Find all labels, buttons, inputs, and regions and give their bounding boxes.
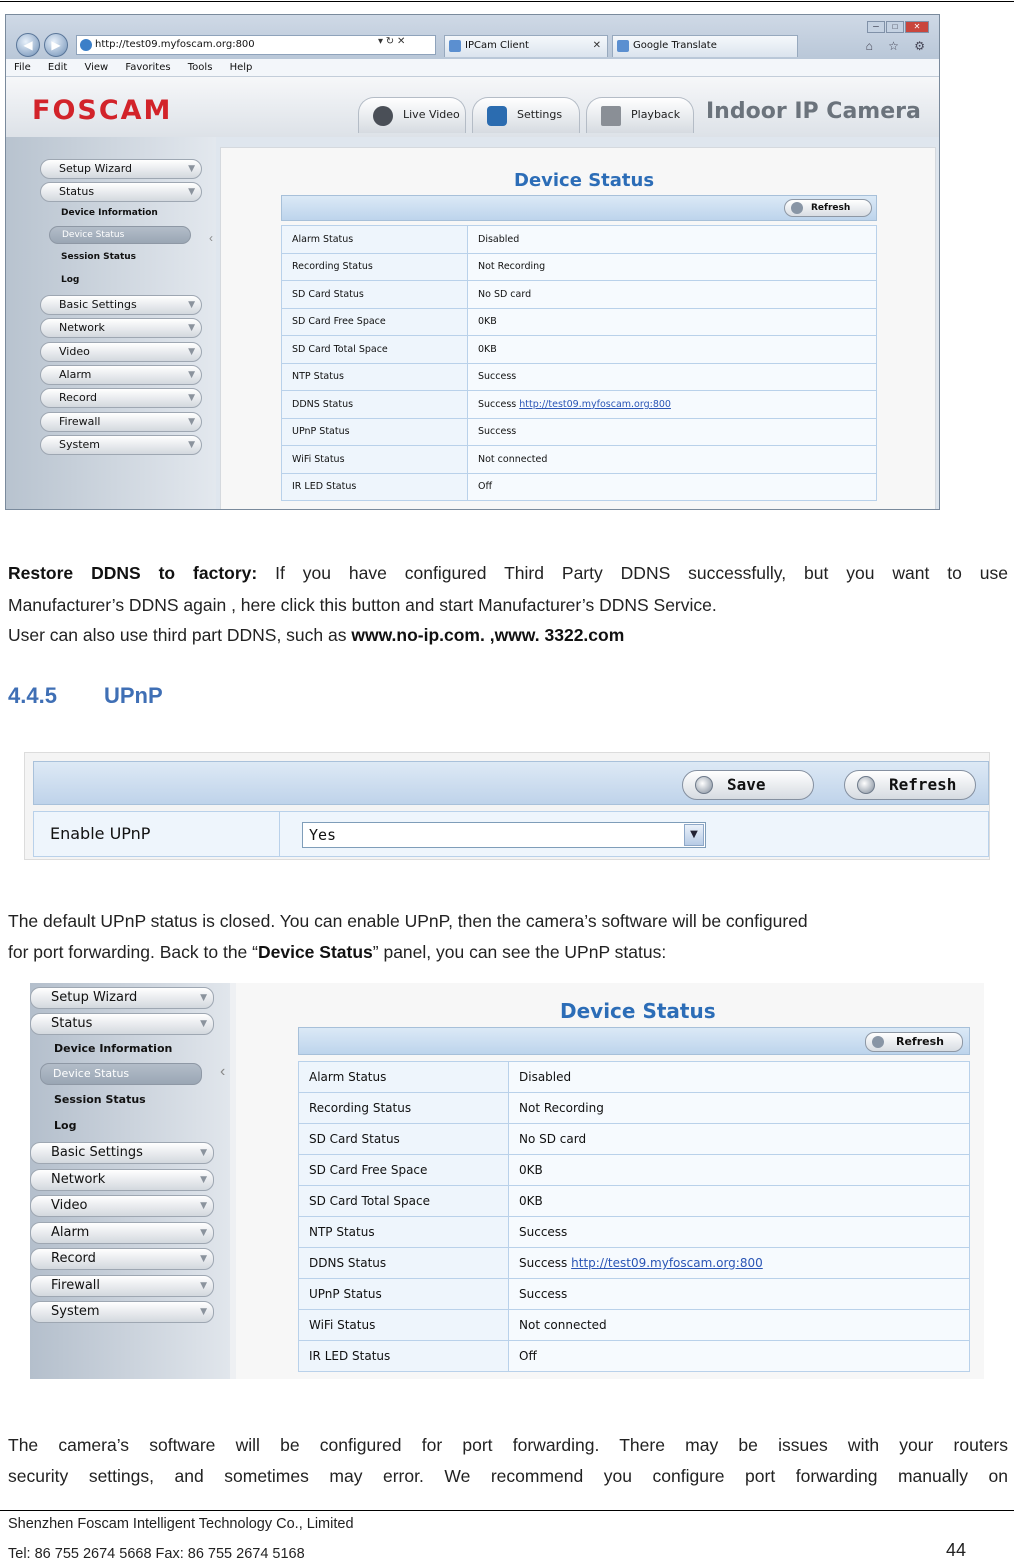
translate-favicon-icon xyxy=(617,40,629,52)
sidebar-sub-device-information[interactable]: Device Information xyxy=(54,1042,173,1055)
third-party-line xyxy=(8,622,1008,649)
sidebar-sub-log[interactable]: Log xyxy=(61,275,80,285)
status-label: IR LED Status xyxy=(299,1341,509,1372)
status-label: Alarm Status xyxy=(282,226,468,254)
sidebar-item-setup-wizard[interactable] xyxy=(30,987,214,1009)
chevron-down-icon: ▼ xyxy=(200,1175,207,1185)
ddns-status-text: Success xyxy=(478,398,517,410)
refresh-button[interactable] xyxy=(784,199,872,217)
third-party-text: User can also use third part DDNS, such as xyxy=(8,625,352,645)
camera-model-title: Indoor IP Camera xyxy=(706,99,921,124)
table-row xyxy=(282,473,877,501)
window-close-icon[interactable]: ✕ xyxy=(905,21,929,33)
chevron-down-icon: ▼ xyxy=(188,347,195,357)
status-label: Recording Status xyxy=(299,1093,509,1124)
status-label: SD Card Total Space xyxy=(282,336,468,364)
settings-sidebar xyxy=(30,983,230,1379)
device-status-table xyxy=(298,1061,970,1372)
refresh-icon xyxy=(857,776,875,794)
table-row xyxy=(282,226,877,254)
sidebar-item-label: Network xyxy=(51,1172,106,1187)
sidebar-item-label: Basic Settings xyxy=(51,1145,143,1160)
restore-paragraph-line1 xyxy=(8,560,1008,587)
upnp-text-a: for port forwarding. Back to the “ xyxy=(8,942,258,962)
maximize-icon[interactable]: □ xyxy=(886,21,904,33)
save-label: Save xyxy=(727,775,766,794)
sidebar-item-network[interactable] xyxy=(30,1169,214,1191)
table-row xyxy=(299,1279,970,1310)
third-party-sites: www.no-ip.com. ,www. 3322.com xyxy=(351,625,625,645)
sidebar-item-alarm[interactable] xyxy=(40,365,202,385)
sidebar-sub-device-information[interactable]: Device Information xyxy=(61,208,158,218)
sidebar-item-label: Status xyxy=(59,185,95,198)
sidebar-sub-log[interactable]: Log xyxy=(54,1119,77,1132)
status-label: DDNS Status xyxy=(299,1248,509,1279)
status-value: Off xyxy=(509,1341,970,1372)
table-row xyxy=(282,281,877,309)
sidebar-item-label: System xyxy=(59,438,101,451)
chevron-down-icon: ▼ xyxy=(200,1254,207,1264)
menu-bar xyxy=(6,59,939,77)
tab-settings[interactable] xyxy=(472,97,580,133)
sidebar-item-basic-settings[interactable] xyxy=(30,1142,214,1164)
sidebar-item-record[interactable] xyxy=(30,1248,214,1270)
status-label: SD Card Status xyxy=(299,1124,509,1155)
table-row xyxy=(299,1248,970,1279)
chevron-down-icon: ▼ xyxy=(200,1228,207,1238)
enable-upnp-value: Yes xyxy=(309,826,337,844)
status-value: 0KB xyxy=(509,1186,970,1217)
status-value: Success xyxy=(509,1217,970,1248)
chevron-down-icon: ▼ xyxy=(188,187,195,197)
restore-text: If you have configured Third Party DDNS successfully, but you want to use xyxy=(257,563,1008,583)
tab-label: IPCam Client xyxy=(465,40,529,51)
sidebar-item-label: Alarm xyxy=(51,1225,90,1240)
sidebar-item-basic-settings[interactable] xyxy=(40,295,202,315)
upnp-paragraph-line2 xyxy=(8,939,1008,966)
table-row xyxy=(282,336,877,364)
table-row xyxy=(299,1093,970,1124)
chevron-down-icon: ▼ xyxy=(188,440,195,450)
refresh-toolbar xyxy=(298,1027,970,1055)
refresh-button[interactable] xyxy=(844,770,976,800)
status-value: 0KB xyxy=(509,1155,970,1186)
table-row xyxy=(299,1062,970,1093)
address-tools-icon[interactable]: ▾ ↻ ✕ xyxy=(378,36,406,47)
save-icon xyxy=(695,776,713,794)
restore-label: Restore DDNS to factory: xyxy=(8,563,258,583)
tab-playback[interactable] xyxy=(586,97,694,133)
sidebar-item-status[interactable] xyxy=(30,1013,214,1035)
sidebar-item-label: Record xyxy=(51,1251,96,1266)
table-row xyxy=(299,1310,970,1341)
tab-label: Playback xyxy=(631,108,681,121)
device-status-ref: Device Status xyxy=(257,942,373,962)
tab-close-icon[interactable]: ✕ xyxy=(592,40,601,51)
sidebar-item-system[interactable] xyxy=(30,1301,214,1323)
section-number: 4.4.5 xyxy=(8,683,57,708)
chevron-down-icon: ▼ xyxy=(200,993,207,1003)
globe-icon xyxy=(80,39,92,51)
page-number: 44 xyxy=(946,1540,967,1560)
table-row xyxy=(299,1124,970,1155)
film-icon xyxy=(601,106,621,126)
menu-tools[interactable]: Tools xyxy=(187,62,213,73)
browser-titlebar xyxy=(6,15,939,59)
chevron-down-icon: ▼ xyxy=(200,1281,207,1291)
address-text: http://test09.myfoscam.org:800 xyxy=(95,39,255,50)
sidebar-item-video[interactable] xyxy=(30,1195,214,1217)
foscam-logo: FOSCAM xyxy=(32,95,173,126)
table-row xyxy=(299,1186,970,1217)
status-label: SD Card Free Space xyxy=(282,308,468,336)
chevron-down-icon: ▼ xyxy=(188,164,195,174)
sidebar-item-label: Record xyxy=(59,391,98,404)
tab-live-video[interactable] xyxy=(358,97,466,133)
table-row xyxy=(282,363,877,391)
status-label: WiFi Status xyxy=(282,446,468,474)
final-paragraph-line1: The camera’s software will be configured for port forwarding. There may be issues with your routers xyxy=(8,1435,1008,1455)
sidebar-item-record[interactable] xyxy=(40,388,202,408)
table-row xyxy=(282,418,877,446)
back-icon[interactable]: ◀ xyxy=(16,33,40,57)
status-value: 0KB xyxy=(468,336,877,364)
table-row xyxy=(282,391,877,419)
upnp-toolbar xyxy=(33,761,989,805)
status-value: Disabled xyxy=(509,1062,970,1093)
device-status-table xyxy=(281,225,877,501)
sidebar-item-setup-wizard[interactable] xyxy=(40,159,202,179)
final-paragraph-line2: security settings, and sometimes may error. We recommend you configure port forwarding manually on xyxy=(8,1466,1008,1486)
refresh-label: Refresh xyxy=(896,1035,944,1048)
sidebar-sub-device-status[interactable]: Device Status xyxy=(40,1063,202,1085)
status-value xyxy=(509,1248,970,1279)
status-value: Success xyxy=(468,363,877,391)
device-status-screenshot-2 xyxy=(30,983,984,1379)
ddns-status-text: Success xyxy=(519,1256,568,1270)
device-status-title: Device Status xyxy=(560,999,716,1023)
status-label: UPnP Status xyxy=(299,1279,509,1310)
status-value: No SD card xyxy=(468,281,877,309)
chevron-down-icon: ▼ xyxy=(200,1019,207,1029)
table-row xyxy=(282,253,877,281)
device-status-content xyxy=(220,147,936,510)
browser-screenshot-device-status xyxy=(5,14,940,510)
refresh-icon xyxy=(872,1036,884,1048)
sidebar-item-status[interactable] xyxy=(40,182,202,202)
section-heading xyxy=(8,683,163,709)
restore-paragraph-line2: Manufacturer’s DDNS again , here click this button and start Manufacturer’s DDNS Service. xyxy=(8,595,717,615)
chevron-down-icon: ▼ xyxy=(188,370,195,380)
upnp-paragraph-line1: The default UPnP status is closed. You can enable UPnP, then the camera’s software will be configured xyxy=(8,911,808,931)
status-label: NTP Status xyxy=(299,1217,509,1248)
tab-ipcam-client[interactable] xyxy=(444,35,608,57)
status-label: IR LED Status xyxy=(282,473,468,501)
menu-file[interactable]: File xyxy=(14,62,31,73)
settings-sidebar xyxy=(6,137,216,510)
status-value: Success xyxy=(509,1279,970,1310)
table-row xyxy=(299,1341,970,1372)
gear-icon xyxy=(487,106,507,126)
status-value: Not Recording xyxy=(468,253,877,281)
status-value: Not Recording xyxy=(509,1093,970,1124)
foscam-header xyxy=(6,77,939,137)
refresh-label: Refresh xyxy=(889,775,957,794)
menu-help[interactable]: Help xyxy=(229,62,253,73)
status-label: Recording Status xyxy=(282,253,468,281)
caret-left-icon: ‹ xyxy=(220,1063,226,1080)
forward-icon[interactable]: ▶ xyxy=(44,33,68,57)
status-value: 0KB xyxy=(468,308,877,336)
table-row xyxy=(299,1217,970,1248)
home-star-gear-icons[interactable]: ⌂ ☆ ⚙ xyxy=(865,39,931,53)
minimize-icon[interactable]: ─ xyxy=(867,21,885,33)
refresh-button[interactable] xyxy=(865,1032,963,1052)
table-row xyxy=(282,446,877,474)
upnp-settings-panel xyxy=(24,752,990,860)
status-label: UPnP Status xyxy=(282,418,468,446)
status-label: Alarm Status xyxy=(299,1062,509,1093)
sidebar-sub-session-status[interactable]: Session Status xyxy=(54,1093,146,1106)
window-controls xyxy=(866,16,929,34)
footer-company: Shenzhen Foscam Intelligent Technology Co., Limited xyxy=(8,1516,354,1532)
chevron-down-icon: ▼ xyxy=(188,393,195,403)
page-favicon-icon xyxy=(449,40,461,52)
status-value: Not connected xyxy=(468,446,877,474)
status-value xyxy=(468,391,877,419)
sidebar-item-label: Setup Wizard xyxy=(51,990,138,1005)
upnp-text-b: ” panel, you can see the UPnP status: xyxy=(372,942,667,962)
sidebar-sub-device-status[interactable]: Device Status xyxy=(49,226,191,244)
sidebar-item-network[interactable] xyxy=(40,318,202,338)
sidebar-item-firewall[interactable] xyxy=(30,1275,214,1297)
tab-google-translate[interactable] xyxy=(612,35,798,57)
refresh-label: Refresh xyxy=(811,203,851,213)
enable-upnp-select[interactable] xyxy=(302,822,706,848)
footer-rule xyxy=(0,1510,1014,1511)
sidebar-item-system[interactable] xyxy=(40,435,202,455)
chevron-down-icon: ▼ xyxy=(188,417,195,427)
ddns-link[interactable]: http://test09.myfoscam.org:800 xyxy=(571,1256,763,1270)
sidebar-item-firewall[interactable] xyxy=(40,412,202,432)
status-label: SD Card Free Space xyxy=(299,1155,509,1186)
device-status-title: Device Status xyxy=(514,170,655,191)
sidebar-item-video[interactable] xyxy=(40,342,202,362)
menu-view[interactable]: View xyxy=(84,62,109,73)
webcam-icon xyxy=(373,106,393,126)
footer-contact: Tel: 86 755 2674 5668 Fax: 86 755 2674 5168 xyxy=(8,1546,305,1562)
dropdown-arrow-icon[interactable]: ▼ xyxy=(684,824,704,846)
sidebar-item-label: Setup Wizard xyxy=(59,162,133,175)
chevron-down-icon: ▼ xyxy=(188,323,195,333)
status-value: Success xyxy=(468,418,877,446)
tab-label: Settings xyxy=(517,108,563,121)
menu-edit[interactable]: Edit xyxy=(47,62,68,73)
menu-favorites[interactable]: Favorites xyxy=(125,62,171,73)
chevron-down-icon: ▼ xyxy=(200,1201,207,1211)
top-rule xyxy=(0,1,1014,2)
chevron-down-icon: ▼ xyxy=(200,1307,207,1317)
table-row xyxy=(299,1155,970,1186)
enable-upnp-label: Enable UPnP xyxy=(34,812,280,856)
sidebar-sub-session-status[interactable]: Session Status xyxy=(61,252,137,262)
save-button[interactable] xyxy=(682,770,814,800)
status-value: Off xyxy=(468,473,877,501)
sidebar-item-alarm[interactable] xyxy=(30,1222,214,1244)
refresh-toolbar xyxy=(281,195,877,221)
sidebar-item-label: Basic Settings xyxy=(59,298,137,311)
ddns-link[interactable]: http://test09.myfoscam.org:800 xyxy=(519,398,671,410)
sidebar-item-label: Video xyxy=(59,345,90,358)
status-label: NTP Status xyxy=(282,363,468,391)
table-row xyxy=(282,308,877,336)
sidebar-item-label: Network xyxy=(59,321,105,334)
status-value: No SD card xyxy=(509,1124,970,1155)
tab-label: Google Translate xyxy=(633,40,717,51)
status-label: SD Card Total Space xyxy=(299,1186,509,1217)
section-title: UPnP xyxy=(104,683,163,708)
sidebar-item-label: System xyxy=(51,1304,100,1319)
chevron-down-icon: ▼ xyxy=(188,300,195,310)
status-value: Disabled xyxy=(468,226,877,254)
refresh-icon xyxy=(791,202,803,214)
enable-upnp-row xyxy=(33,811,989,857)
status-label: WiFi Status xyxy=(299,1310,509,1341)
status-value: Not connected xyxy=(509,1310,970,1341)
sidebar-item-label: Firewall xyxy=(51,1278,101,1293)
sidebar-item-label: Alarm xyxy=(59,368,92,381)
tab-label: Live Video xyxy=(403,108,460,121)
caret-left-icon: ‹ xyxy=(209,231,213,245)
sidebar-item-label: Video xyxy=(51,1198,88,1213)
chevron-down-icon: ▼ xyxy=(200,1148,207,1158)
sidebar-item-label: Firewall xyxy=(59,415,101,428)
status-label: SD Card Status xyxy=(282,281,468,309)
device-status-content xyxy=(236,983,984,1379)
sidebar-item-label: Status xyxy=(51,1016,93,1031)
status-label: DDNS Status xyxy=(282,391,468,419)
